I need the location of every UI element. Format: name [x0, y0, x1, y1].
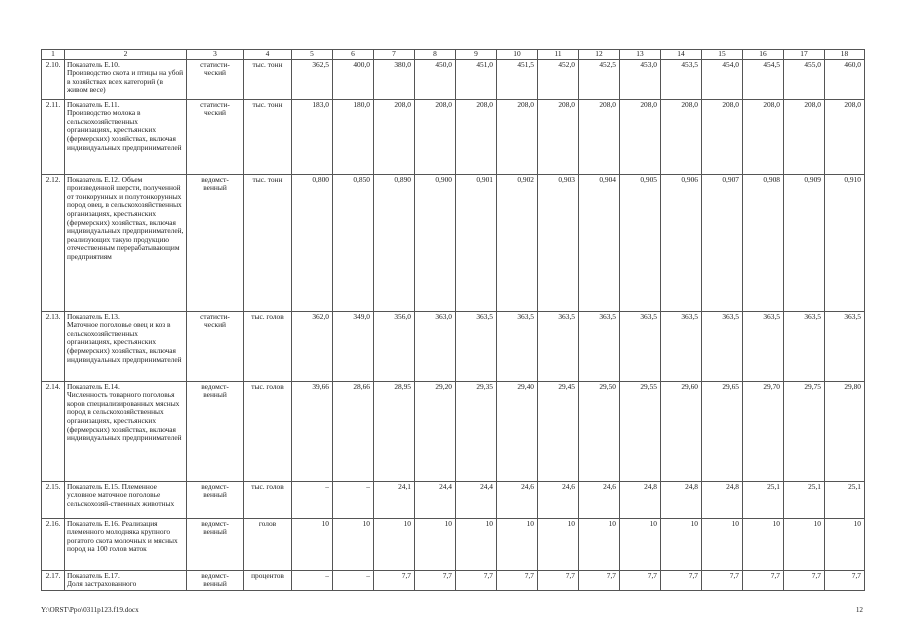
unit: тыс. голов: [244, 311, 292, 381]
value-cell: 455,0: [784, 59, 825, 99]
value-cell: 400,0: [333, 59, 374, 99]
value-cell: 7,7: [497, 570, 538, 590]
table-row: [42, 518, 865, 570]
value-cell: 25,1: [743, 481, 784, 518]
value-cell: 0,907: [702, 174, 743, 311]
value-cell: 10: [456, 518, 497, 570]
unit: голов: [244, 518, 292, 570]
value-cell: 208,0: [743, 99, 784, 174]
value-cell: 24,6: [538, 481, 579, 518]
value-cell: 0,903: [538, 174, 579, 311]
value-cell: 380,0: [374, 59, 415, 99]
value-cell: 208,0: [497, 99, 538, 174]
data-source: ведомст- венный: [187, 570, 244, 590]
value-cell: 7,7: [620, 570, 661, 590]
value-cell: 0,906: [661, 174, 702, 311]
unit: тыс. тонн: [244, 99, 292, 174]
value-cell: 460,0: [825, 59, 865, 99]
value-cell: 0,800: [292, 174, 333, 311]
value-cell: 208,0: [538, 99, 579, 174]
value-cell: 10: [497, 518, 538, 570]
value-cell: –: [292, 570, 333, 590]
value-cell: 180,0: [333, 99, 374, 174]
value-cell: –: [292, 481, 333, 518]
value-cell: 0,908: [743, 174, 784, 311]
value-cell: 0,901: [456, 174, 497, 311]
value-cell: 208,0: [661, 99, 702, 174]
value-cell: 363,5: [456, 311, 497, 381]
value-cell: 24,8: [661, 481, 702, 518]
indicator-name: Показатель Е.12. Объем произведенной шерсти, полученной от тонкорунных и полутонкорунных пород овец, в сельскохозяйственных организациях, крестьянских (фермерских) хозяйствах, включая индивидуальных предпринимателей, реализующих такую продукцию отечественным перерабатывающим предприятиям: [65, 174, 187, 311]
data-source: ведомст- венный: [187, 381, 244, 481]
indicator-name: Показатель Е.10. Производство скота и птицы на убой в хозяйствах всех категорий (в живом весе): [65, 59, 187, 99]
value-cell: 7,7: [456, 570, 497, 590]
unit: тыс. тонн: [244, 59, 292, 99]
value-cell: 362,5: [292, 59, 333, 99]
value-cell: 363,5: [825, 311, 865, 381]
value-cell: 454,5: [743, 59, 784, 99]
indicator-name: Показатель Е.15. Племенное условное маточное поголовье сельскохозяй-ственных животных: [65, 481, 187, 518]
header-cell: 8: [415, 50, 456, 60]
data-source: ведомст- венный: [187, 481, 244, 518]
value-cell: 363,5: [579, 311, 620, 381]
value-cell: –: [333, 481, 374, 518]
data-source: ведомст- венный: [187, 174, 244, 311]
value-cell: 25,1: [825, 481, 865, 518]
value-cell: 208,0: [374, 99, 415, 174]
value-cell: 10: [374, 518, 415, 570]
row-number: 2.16.: [42, 518, 65, 570]
header-cell: 16: [743, 50, 784, 60]
value-cell: 7,7: [374, 570, 415, 590]
value-cell: 362,0: [292, 311, 333, 381]
header-cell: 2: [65, 50, 187, 60]
header-cell: 15: [702, 50, 743, 60]
data-source: ведомст- венный: [187, 518, 244, 570]
indicator-name: Показатель Е.13. Маточное поголовье овец и коз в сельскохозяйственных организациях, крестьянских (фермерских) хозяйствах, включая индивидуальных предпринимателей: [65, 311, 187, 381]
value-cell: 25,1: [784, 481, 825, 518]
value-cell: 24,6: [579, 481, 620, 518]
value-cell: 29,35: [456, 381, 497, 481]
value-cell: 7,7: [415, 570, 456, 590]
value-cell: 10: [538, 518, 579, 570]
table-body: [42, 50, 865, 591]
header-cell: 10: [497, 50, 538, 60]
indicator-name: Показатель Е.16. Реализация племенного молодняка крупного рогатого скота молочных и мясных пород на 100 голов маток: [65, 518, 187, 570]
value-cell: 363,5: [702, 311, 743, 381]
value-cell: 28,95: [374, 381, 415, 481]
header-cell: 4: [244, 50, 292, 60]
value-cell: 10: [784, 518, 825, 570]
value-cell: –: [333, 570, 374, 590]
header-cell: 6: [333, 50, 374, 60]
value-cell: 363,5: [538, 311, 579, 381]
value-cell: 29,50: [579, 381, 620, 481]
value-cell: 451,0: [456, 59, 497, 99]
value-cell: 0,909: [784, 174, 825, 311]
value-cell: 24,4: [456, 481, 497, 518]
value-cell: 363,5: [784, 311, 825, 381]
row-number: 2.17.: [42, 570, 65, 590]
data-source: статисти- ческий: [187, 311, 244, 381]
value-cell: 0,904: [579, 174, 620, 311]
header-cell: 3: [187, 50, 244, 60]
value-cell: 10: [415, 518, 456, 570]
value-cell: 0,890: [374, 174, 415, 311]
value-cell: 452,0: [538, 59, 579, 99]
value-cell: 208,0: [825, 99, 865, 174]
row-number: 2.13.: [42, 311, 65, 381]
value-cell: 29,55: [620, 381, 661, 481]
value-cell: 7,7: [825, 570, 865, 590]
value-cell: 10: [825, 518, 865, 570]
page-number: 12: [855, 606, 863, 614]
value-cell: 39,66: [292, 381, 333, 481]
header-cell: 17: [784, 50, 825, 60]
value-cell: 208,0: [620, 99, 661, 174]
indicator-name: Показатель Е.11. Производство молока в сельскохозяйственных организациях, крестьянских (фермерских) хозяйствах, включая индивидуальных предпринимателей: [65, 99, 187, 174]
value-cell: 29,65: [702, 381, 743, 481]
value-cell: 0,910: [825, 174, 865, 311]
value-cell: 450,0: [415, 59, 456, 99]
value-cell: 208,0: [784, 99, 825, 174]
table-row: [42, 311, 865, 381]
table-row: [42, 481, 865, 518]
value-cell: 208,0: [456, 99, 497, 174]
header-cell: 12: [579, 50, 620, 60]
indicator-name: Показатель Е.14. Численность товарного поголовья коров специализированных мясных пород в сельскохозяйственных организациях, крестьянских (фермерских) хозяйствах, включая индивидуальных предпринимателей: [65, 381, 187, 481]
header-cell: 14: [661, 50, 702, 60]
header-cell: 18: [825, 50, 865, 60]
header-cell: 7: [374, 50, 415, 60]
value-cell: 0,900: [415, 174, 456, 311]
value-cell: 29,40: [497, 381, 538, 481]
row-number: 2.14.: [42, 381, 65, 481]
value-cell: 10: [743, 518, 784, 570]
value-cell: 0,905: [620, 174, 661, 311]
unit: тыс. голов: [244, 381, 292, 481]
value-cell: 452,5: [579, 59, 620, 99]
header-cell: 11: [538, 50, 579, 60]
value-cell: 7,7: [743, 570, 784, 590]
value-cell: 356,0: [374, 311, 415, 381]
value-cell: 7,7: [538, 570, 579, 590]
value-cell: 7,7: [579, 570, 620, 590]
footer-file-path: Y:\ORST\Ppo\0311p123.f19.docx: [41, 606, 139, 614]
value-cell: 0,902: [497, 174, 538, 311]
value-cell: 363,5: [620, 311, 661, 381]
value-cell: 363,0: [415, 311, 456, 381]
row-number: 2.15.: [42, 481, 65, 518]
value-cell: 454,0: [702, 59, 743, 99]
value-cell: 7,7: [702, 570, 743, 590]
table-row: [42, 381, 865, 481]
table-row: [42, 59, 865, 99]
value-cell: 24,6: [497, 481, 538, 518]
value-cell: 29,60: [661, 381, 702, 481]
value-cell: 208,0: [579, 99, 620, 174]
value-cell: 453,5: [661, 59, 702, 99]
row-number: 2.12.: [42, 174, 65, 311]
value-cell: 29,45: [538, 381, 579, 481]
value-cell: 29,75: [784, 381, 825, 481]
value-cell: 7,7: [784, 570, 825, 590]
value-cell: 7,7: [661, 570, 702, 590]
value-cell: 451,5: [497, 59, 538, 99]
value-cell: 363,5: [743, 311, 784, 381]
value-cell: 0,850: [333, 174, 374, 311]
data-source: статисти- ческий: [187, 59, 244, 99]
table-row: [42, 99, 865, 174]
unit: тыс. голов: [244, 481, 292, 518]
indicators-table: [41, 49, 865, 591]
value-cell: 24,8: [620, 481, 661, 518]
value-cell: 208,0: [702, 99, 743, 174]
data-source: статисти- ческий: [187, 99, 244, 174]
value-cell: 453,0: [620, 59, 661, 99]
value-cell: 10: [579, 518, 620, 570]
header-cell: 9: [456, 50, 497, 60]
indicator-name: Показатель Е.17. Доля застрахованного: [65, 570, 187, 590]
value-cell: 183,0: [292, 99, 333, 174]
unit: тыс. тонн: [244, 174, 292, 311]
value-cell: 10: [661, 518, 702, 570]
value-cell: 29,20: [415, 381, 456, 481]
row-number: 2.11.: [42, 99, 65, 174]
table-row: [42, 174, 865, 311]
table-header-row: [42, 50, 865, 60]
row-number: 2.10.: [42, 59, 65, 99]
value-cell: 363,5: [661, 311, 702, 381]
table-row: [42, 570, 865, 590]
value-cell: 349,0: [333, 311, 374, 381]
value-cell: 28,66: [333, 381, 374, 481]
header-cell: 1: [42, 50, 65, 60]
value-cell: 24,4: [415, 481, 456, 518]
value-cell: 29,70: [743, 381, 784, 481]
value-cell: 10: [333, 518, 374, 570]
value-cell: 29,80: [825, 381, 865, 481]
value-cell: 363,5: [497, 311, 538, 381]
value-cell: 208,0: [415, 99, 456, 174]
value-cell: 24,1: [374, 481, 415, 518]
header-cell: 5: [292, 50, 333, 60]
value-cell: 10: [620, 518, 661, 570]
value-cell: 10: [702, 518, 743, 570]
value-cell: 24,8: [702, 481, 743, 518]
header-cell: 13: [620, 50, 661, 60]
unit: процентов: [244, 570, 292, 590]
value-cell: 10: [292, 518, 333, 570]
